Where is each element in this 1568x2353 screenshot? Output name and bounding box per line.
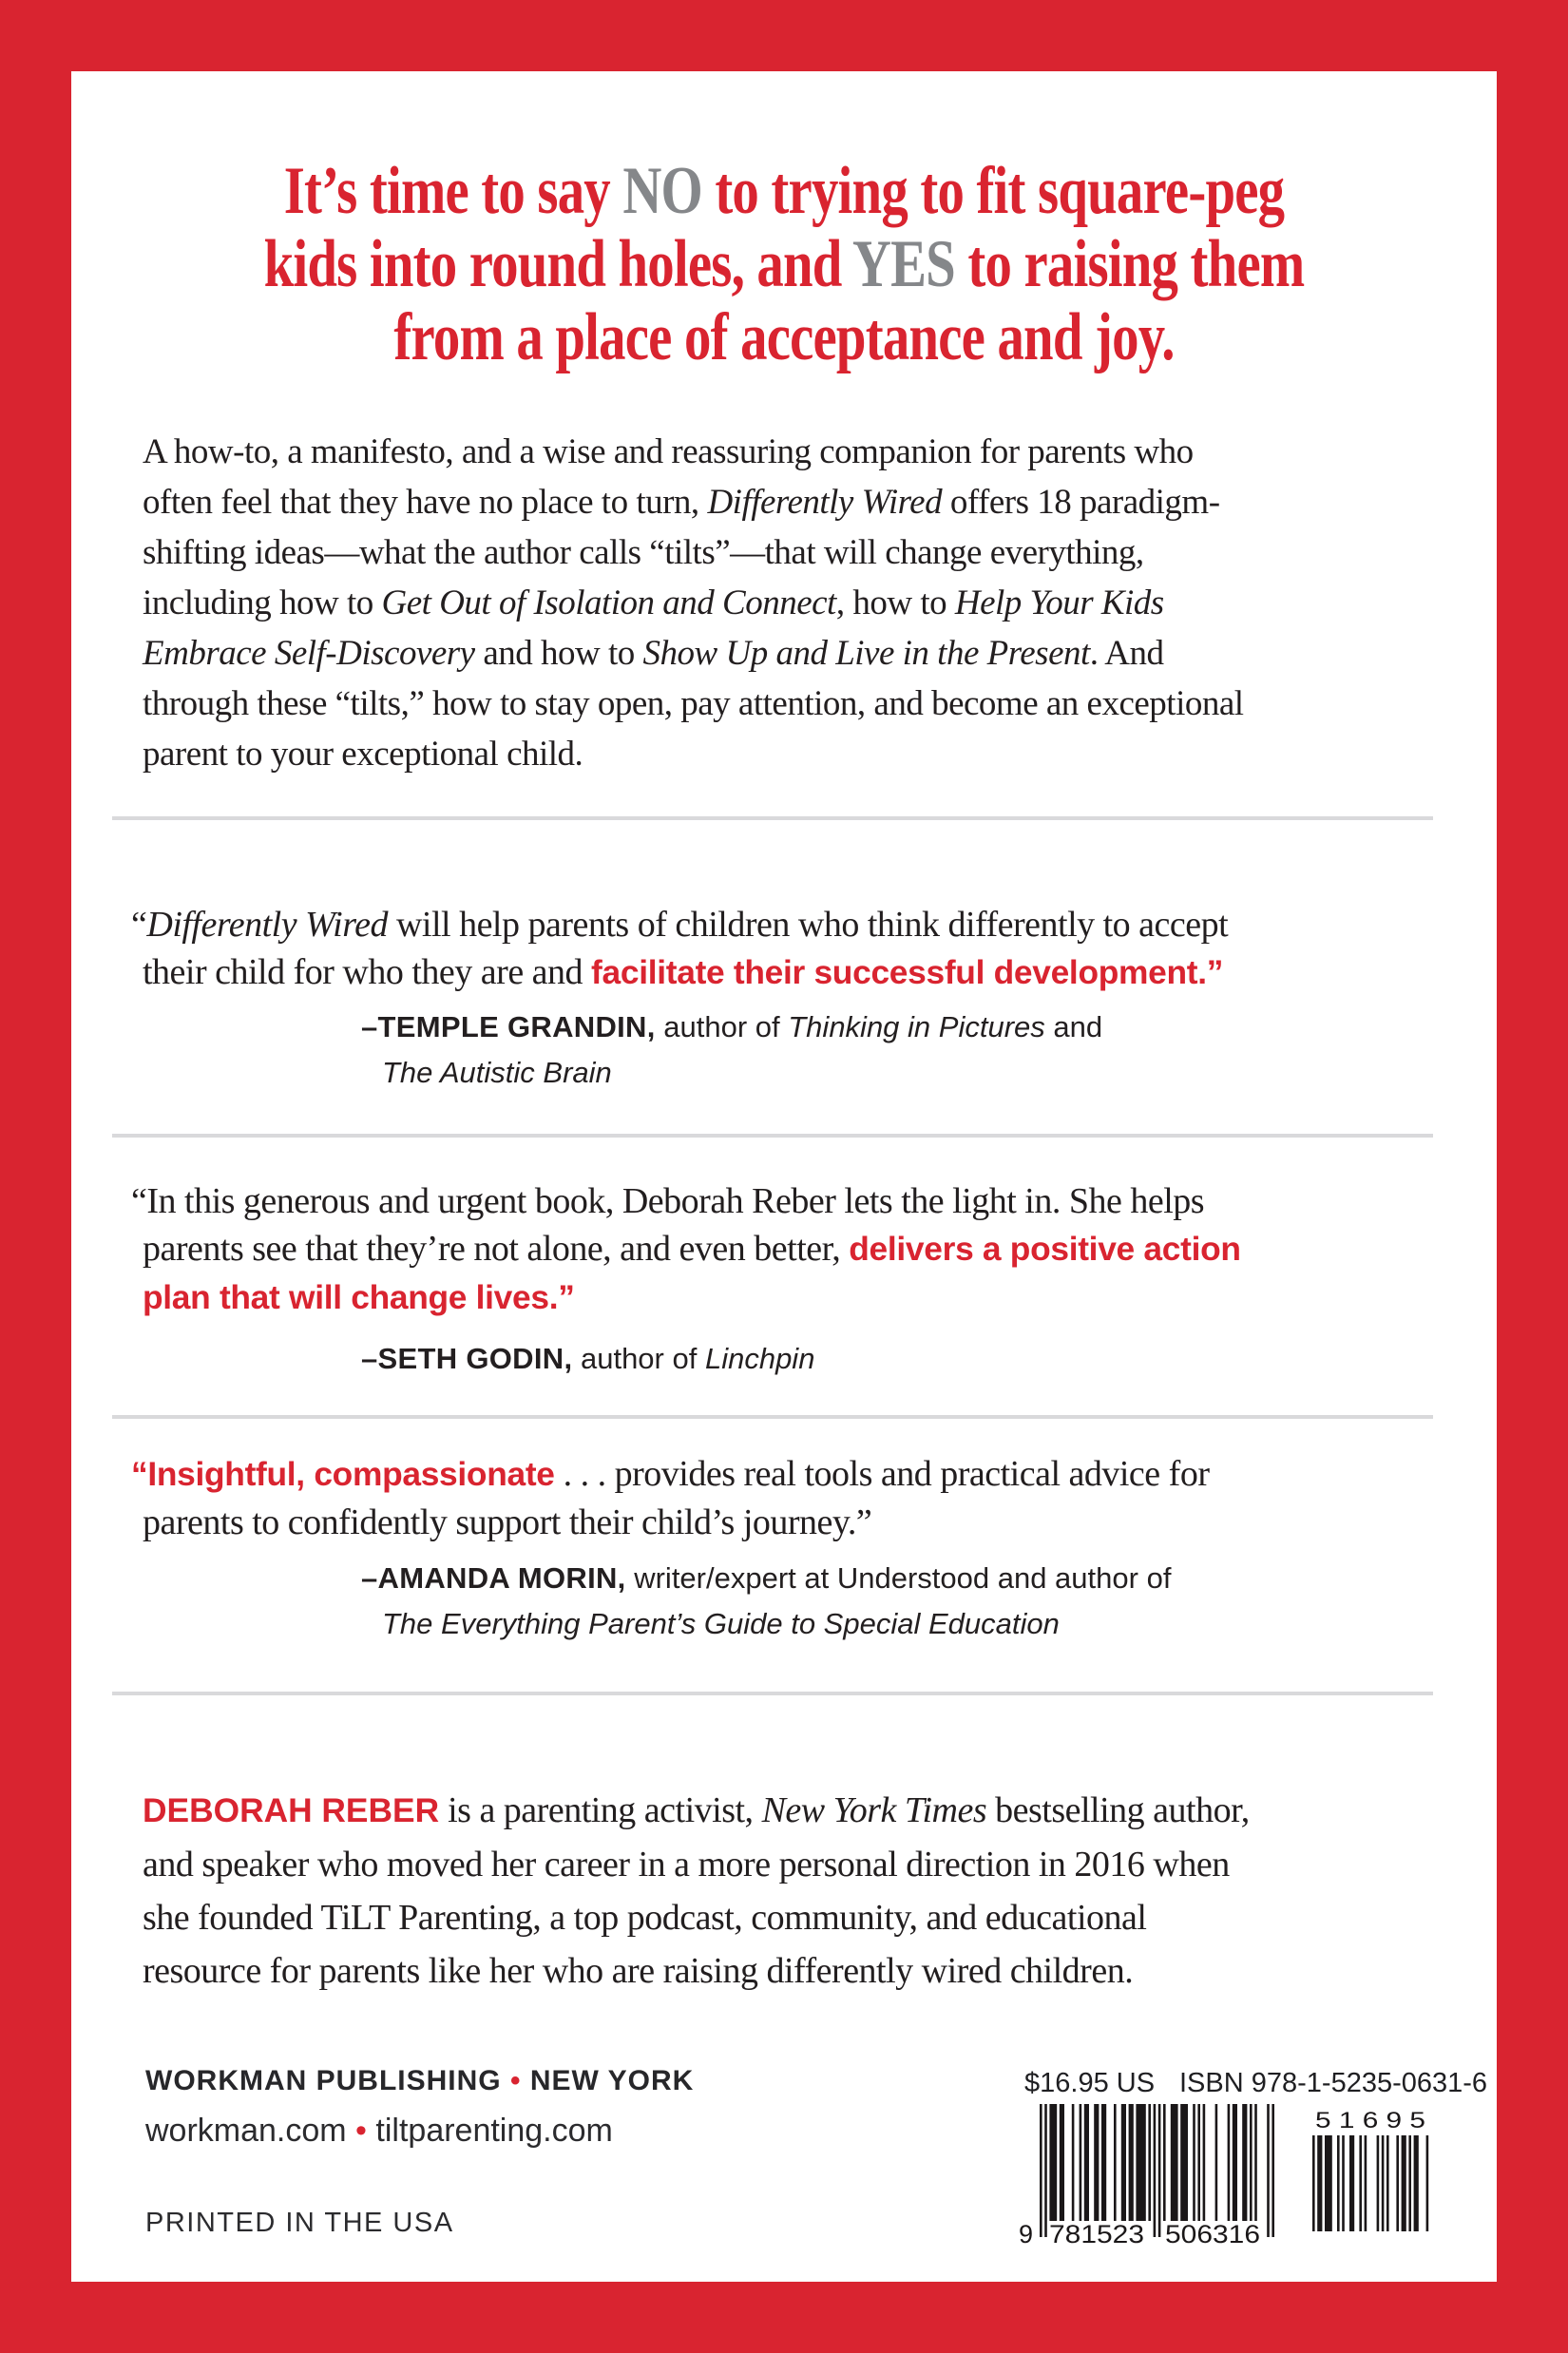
divider	[112, 1415, 1433, 1419]
text-line: The Autistic Brain	[382, 1056, 612, 1089]
svg-text:781523: 781523	[1049, 2220, 1144, 2248]
text-line: plan that will change lives.”	[143, 1279, 575, 1316]
intro-paragraph	[143, 427, 1244, 779]
supplement-barcode	[1312, 2111, 1431, 2236]
text-line: The Everything Parent’s Guide to Special Education	[382, 1607, 1060, 1640]
quote-amanda-morin	[131, 1450, 1210, 1546]
text-line: kids into round holes, and YES to raising them	[263, 227, 1305, 301]
text-line: WORKMAN PUBLISHING • NEW YORK	[145, 2065, 695, 2096]
price: $16.95 US	[1024, 2068, 1156, 2098]
text-line: –SETH GODIN, author of Linchpin	[361, 1342, 815, 1375]
publisher-line	[145, 2065, 694, 2097]
text-line: “Insightful, compassionate . . . provides real tools and practical advice for	[131, 1454, 1210, 1494]
svg-text:5 1 6 9 5: 5 1 6 9 5	[1315, 2111, 1425, 2133]
text-line: often feel that they have no place to turn, Differently Wired offers 18 paradigm-	[143, 483, 1220, 522]
text-line: –TEMPLE GRANDIN, author of Thinking in Pictures and	[361, 1010, 1103, 1043]
attribution-temple-grandin	[361, 1004, 1102, 1096]
text-line: including how to Get Out of Isolation and Connect, how to Help Your Kids	[143, 583, 1164, 622]
text-line: “Differently Wired will help parents of children who think differently to accept	[131, 905, 1229, 945]
svg-text:506316: 506316	[1165, 2220, 1260, 2248]
author-bio	[143, 1784, 1250, 1998]
printed-in-usa: PRINTED IN THE USA	[145, 2208, 454, 2238]
text-line: from a place of acceptance and joy.	[393, 300, 1175, 374]
text-line: DEBORAH REBER is a parenting activist, New York Times bestselling author,	[143, 1790, 1250, 1830]
quote-temple-grandin	[131, 901, 1229, 997]
text-line: and speaker who moved her career in a more personal direction in 2016 when	[143, 1845, 1230, 1884]
svg-text:9: 9	[1019, 2220, 1034, 2248]
text-line: workman.com • tiltparenting.com	[145, 2113, 613, 2149]
text-line: A how-to, a manifesto, and a wise and reassuring companion for parents who	[143, 432, 1194, 471]
text-line: parent to your exceptional child.	[143, 735, 583, 774]
headline	[71, 155, 1497, 374]
quote-seth-godin	[131, 1177, 1241, 1322]
text-line: their child for who they are and facilitate their successful development.”	[143, 952, 1224, 992]
divider	[112, 816, 1433, 820]
text-line: –AMANDA MORIN, writer/expert at Understood and author of	[361, 1561, 1172, 1595]
ean13-barcode	[1017, 2104, 1283, 2248]
text-line: parents see that they’re not alone, and even better, delivers a positive action	[143, 1229, 1241, 1269]
text-line: she founded TiLT Parenting, a top podcast, community, and educational	[143, 1898, 1147, 1938]
text-line: It’s time to say NO to trying to fit square-peg	[283, 154, 1285, 228]
text-line: “In this generous and urgent book, Deborah Reber lets the light in. She helps	[131, 1181, 1205, 1221]
attribution-amanda-morin	[361, 1556, 1171, 1647]
text-line: through these “tilts,” how to stay open, pay attention, and become an exceptional	[143, 684, 1244, 723]
websites-line	[145, 2113, 613, 2150]
text-line: Embrace Self-Discovery and how to Show Up and Live in the Present. And	[143, 634, 1164, 673]
text-line: parents to confidently support their child’s journey.”	[143, 1502, 872, 1542]
isbn-label: ISBN 978-1-5235-0631-6	[1179, 2068, 1488, 2098]
text-line: shifting ideas—what the author calls “tilts”—that will change everything,	[143, 533, 1144, 572]
divider	[112, 1134, 1433, 1138]
attribution-seth-godin	[361, 1336, 814, 1382]
divider	[112, 1692, 1433, 1695]
text-line: resource for parents like her who are raising differently wired children.	[143, 1951, 1134, 1991]
